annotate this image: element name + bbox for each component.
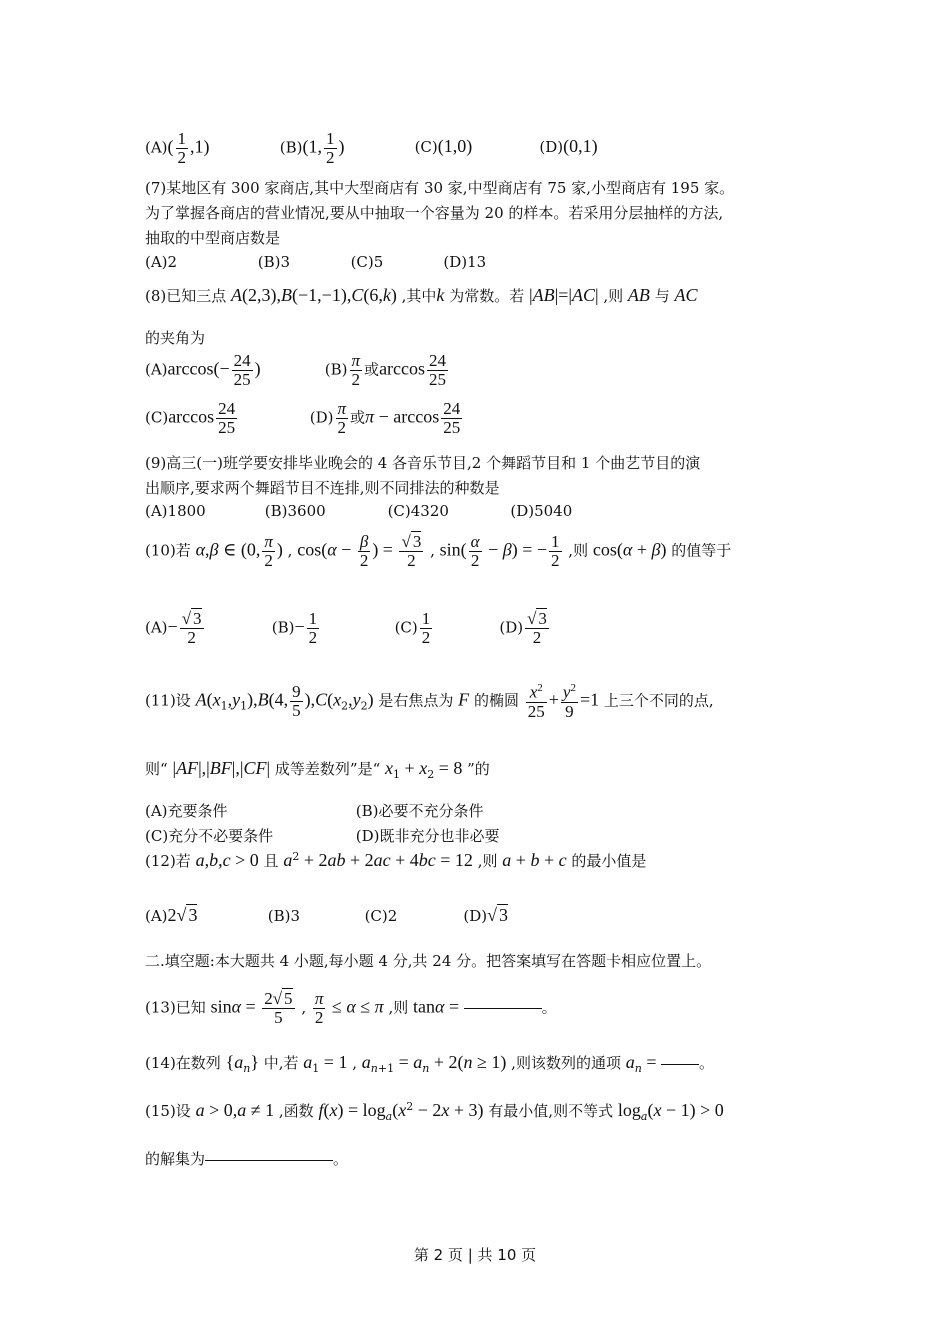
q7-option-b: (B)3 [257, 253, 291, 271]
q6-option-d: (D)(0,1) [539, 136, 598, 157]
q13-answer-blank[interactable] [464, 1008, 542, 1009]
q9-option-b: (B)3600 [264, 502, 326, 520]
q10-option-a: (A)− $\frac{√ 3}{2}$ [145, 609, 202, 647]
q10-options [145, 610, 551, 647]
q9-option-c: (C)4320 [387, 502, 449, 520]
q9-option-a: (A)1800 [145, 502, 206, 520]
q13-stem: (13)已知 sinα = $\frac{2√ 5}{5}$ , $\frac{\pi}{2}$ ≤ α ≤ π ,则 tanα = 。 [145, 989, 557, 1027]
q6-option-a: (A)( $\frac{1}{2}$ ,1) [145, 129, 210, 167]
page-footer: 第 2 页 | 共 10 页 [413, 1246, 537, 1264]
q14-stem: (14)在数列 $\{a_n\}$ 中,若 $a_1 = 1$ , $a_{n+1} = a_n + 2(n \ge 1)$ ,则该数列的通项 $a_n$ = 。 [145, 1052, 714, 1075]
q9-option-d: (D)5040 [510, 502, 573, 520]
q12-stem: (12)若 a,b,c > 0 且 $a^2 + 2ab + 2ac + 4bc = 12$ ,则 a + b + c 的最小值是 [145, 850, 647, 870]
q11-line-2: 则“ |AF|,|BF|,|CF| 成等差数列”是“ $x_1 + x_2 = 8$ ”的 [145, 758, 490, 781]
q8-stem: (8)已知三点 A(2,3),B(−1,−1),C(6,k) ,其中k 为常数。若 |AB|=|AC| ,则 AB 与 AC [145, 285, 698, 305]
q8-option-a: (A)arccos(− $\frac{24}{25}$ ) [145, 351, 261, 389]
q8-line-2: 的夹角为 [145, 329, 206, 347]
q7-line-3: 抽取的中型商店数是 [145, 229, 281, 247]
q8-option-c: (C)arccos $\frac{24}{25}$ [145, 399, 236, 437]
q14-answer-blank[interactable] [661, 1064, 699, 1065]
q10-option-c: (C) $\frac{1}{2}$ [394, 609, 431, 647]
q7-line-2: 为了掌握各商店的营业情况,要从中抽取一个容量为 20 的样本。若采用分层抽样的方法, [145, 204, 724, 222]
q11-option-b: (B)必要不充分条件 [355, 802, 484, 820]
q12-option-a: (A)2√ 3 [145, 905, 198, 925]
q11-option-c: (C)充分不必要条件 [145, 827, 274, 845]
q7-option-d: (D)13 [443, 253, 487, 271]
q11-options-cd [145, 825, 500, 846]
q9-options [145, 502, 572, 520]
q9-line-1: (9)高三(一)班学要安排毕业晚会的 4 各音乐节目,2 个舞蹈节目和 1 个曲艺节目的演 [145, 454, 701, 472]
q8-option-d: (D) $\frac{\pi}{2}$ 或π − arccos $\frac{24}{25}$ [309, 399, 461, 437]
q15-line-2: 的解集为 。 [145, 1150, 349, 1168]
q11-option-a: (A)充要条件 [145, 802, 228, 820]
q7-option-a: (A)2 [145, 253, 178, 271]
q7-line-1: (7)某地区有 300 家商店,其中大型商店有 30 家,中型商店有 75 家,小型商店有 195 家。 [145, 179, 735, 197]
q12-option-b: (B)3 [267, 907, 301, 925]
q10-option-b: (B)− $\frac{1}{2}$ [271, 609, 318, 647]
q15-stem: (15)设 a > 0,a ≠ 1 ,函数 $f(x) = \log_a(x^2 - 2x + 3)$ 有最小值,则不等式 $\log_a(x - 1) > 0$ [145, 1100, 724, 1123]
q7-option-c: (C)5 [350, 253, 384, 271]
q10-stem: (10)若 α,β ∈ (0, $\frac{\pi}{2}$ ) , cos(α − $\frac{\beta}{2}$ ) = $\frac{√ 3}{2}$ , sin( $\frac{\alpha}{2}$ − β) = − $\frac{1}{2}$ ,则 cos(α + β) 的值等于 [145, 532, 732, 570]
q9-line-2: 出顺序,要求两个舞蹈节目不连排,则不同排法的种数是 [145, 479, 500, 497]
q11-options-ab [145, 800, 484, 821]
q6-option-b: (B)(1, $\frac{1}{2}$ ) [279, 129, 345, 167]
q10-option-d: (D) $\frac{√ 3}{2}$ [499, 609, 547, 647]
q12-options [145, 905, 508, 926]
q7-options [145, 253, 486, 271]
q8-options-ab [145, 352, 450, 389]
q12-option-c: (C)2 [364, 907, 398, 925]
q11-stem: (11)设 $A(x_1,y_1),B(4$, $\frac{9}{5}$ )$,C(x_2,y_2)$ 是右焦点为 F 的椭圆 $\frac{x^2}{25}$ + $\frac{y^2}{9}$ =1 上三个不同的点, [145, 682, 714, 721]
q8-option-b: (B) $\frac{\pi}{2}$ 或arccos $\frac{24}{25}$ [324, 351, 447, 389]
section-2-heading: 二.填空题:本大题共 4 小题,每小题 4 分,共 24 分。把答案填写在答题卡相应位置上。 [145, 952, 712, 970]
q15-answer-blank[interactable] [205, 1160, 333, 1161]
q11-option-d: (D)既非充分也非必要 [355, 827, 500, 845]
q6-options [145, 130, 598, 167]
q12-option-d: (D)√ 3 [463, 905, 508, 925]
q6-option-c: (C)(1,0) [414, 136, 473, 157]
q8-options-cd [145, 400, 464, 437]
